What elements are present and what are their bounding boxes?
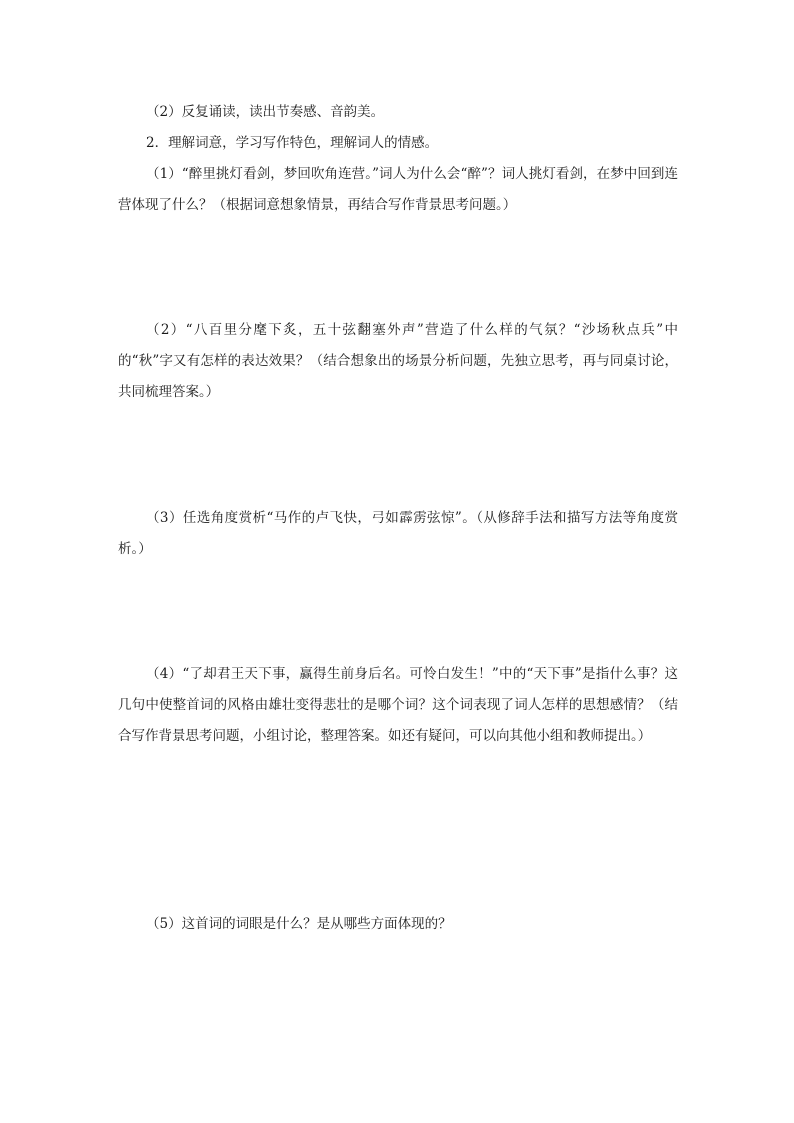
paragraph-section-2-heading: 2．理解词意，学习写作特色，理解词人的情感。 — [146, 135, 439, 151]
paragraph-question-4: （4）“了却君王天下事，赢得生前身后名。可怜白发生！”中的“天下事”是指什么事？这几句中使整首词的风格由雄壮变得悲壮的是哪个词？这个词表现了词人怎样的思想感情？（结合写作背景思考问题，小组讨论，整理答案。如还有疑问，可以向其他小组和教师提出。） — [118, 666, 678, 744]
paragraph-question-3: （3）任选角度赏析“马作的卢飞快，弓如霹雳弦惊”。（从修辞手法和描写方法等角度赏析。） — [118, 510, 678, 557]
paragraph-recite: （2）反复诵读，读出节奏感、音韵美。 — [146, 104, 385, 120]
paragraph-question-5: （5）这首词的词眼是什么？是从哪些方面体现的？ — [146, 916, 452, 932]
paragraph-question-2: （2）“八百里分麾下炙，五十弦翻塞外声”营造了什么样的气氛？“沙场秋点兵”中的“秋”字又有怎样的表达效果？（结合想象出的场景分析问题，先独立思考，再与同桌讨论，共同梳理答案。） — [118, 322, 678, 400]
paragraph-question-1: （1）“醉里挑灯看剑，梦回吹角连营。”词人为什么会“醉”？词人挑灯看剑，在梦中回到连营体现了什么？（根据词意想象情景，再结合写作背景思考问题。） — [118, 166, 678, 213]
